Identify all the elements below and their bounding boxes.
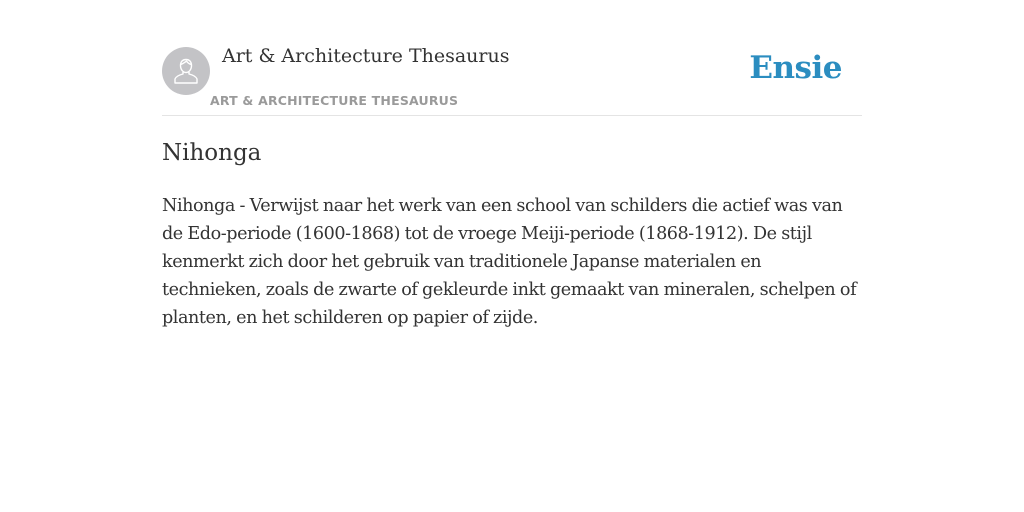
author-avatar[interactable] [162,47,210,95]
entry-header [162,0,862,116]
user-silhouette-icon [173,57,199,85]
entry-definition: Nihonga - Verwijst naar het werk van een school van schilders die actief was van de Edo-periode (1600-1868) tot de vroege Meiji-periode (1868-1912). De stijl kenmerkt zich door het gebruik van traditionele Japanse materialen en technieken, zoals de zwarte of gekleurde inkt gemaakt van mineralen, schelpen of planten, en het schilderen op papier of zijde. [162,196,857,328]
author-name-link[interactable]: Art & Architecture Thesaurus [222,45,510,67]
source-label-link[interactable]: ART & ARCHITECTURE THESAURUS [210,93,459,108]
entry-card [162,0,862,328]
brand-logo[interactable]: Ensie [749,50,842,86]
entry-title: Nihonga [162,140,262,166]
